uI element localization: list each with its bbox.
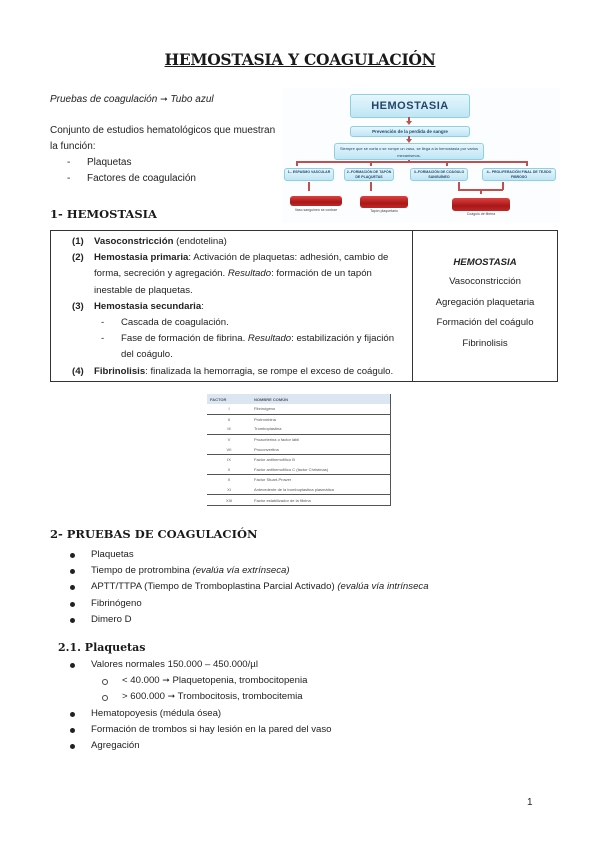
column-header-name: NOMBRE COMÚN xyxy=(251,394,391,404)
table-row: XI Antecedente de la tromboplastina plasmática xyxy=(227,487,334,493)
diagram-step-1: 1.- ESPASMO VASCULAR xyxy=(284,168,334,181)
list-item: Tiempo de protrombina (evalúa vía extrínseca) xyxy=(54,563,574,579)
table-row: VII Proconvertina xyxy=(226,446,279,452)
hemostasia-summary xyxy=(413,231,557,381)
diagram-box-prevention: Prevención de la perdida de sangre xyxy=(350,126,470,137)
arrow-right-icon: ➞ xyxy=(160,95,168,105)
hemostasia-details xyxy=(51,231,413,381)
list-item: Fibrinógeno xyxy=(54,596,574,612)
vessel-constricted xyxy=(290,196,342,206)
section-heading-pruebas: 2- PRUEBAS DE COAGULACIÓN xyxy=(50,527,258,541)
diagram-title-box: HEMOSTASIA xyxy=(350,94,470,118)
table-row: III Tromboplastina xyxy=(227,426,282,432)
caption-clot: Coágulo de fibrina xyxy=(466,212,496,216)
list-item: - Cascada de coagulación. xyxy=(69,315,408,331)
table-row: V Proacelerina o factor lábil xyxy=(207,434,391,444)
table-row: I Fibrinógeno xyxy=(228,406,276,412)
diagram-box-mechanisms: Siempre que se corta o se rompe un vaso, se llega a la hemostasia por varios mecanismos. xyxy=(334,143,484,160)
diagram-step-3: 3.-FORMACIÓN DE COÁGULO SANGUÍNEO xyxy=(410,168,468,181)
caption-plug: Tapón plaquetario xyxy=(370,209,398,213)
list-item: Valores normales 150.000 – 450.000/µl xyxy=(54,657,474,673)
intro-paragraph xyxy=(50,123,285,187)
hemostasia-table xyxy=(50,230,558,382)
subtitle-tube: Tubo azul xyxy=(170,94,214,105)
summary-item: Formación del coágulo xyxy=(436,317,534,328)
secondary-hemostasia-list xyxy=(69,315,408,364)
hemostasia-diagram xyxy=(282,88,560,223)
summary-item: Agregación plaquetaria xyxy=(435,296,535,308)
plaquetas-list xyxy=(54,657,474,754)
list-item: < 40.000 ➞ Plaquetopenia, trombocitopenia xyxy=(54,673,474,689)
list-item: - Factores de coagulación xyxy=(50,171,285,187)
column-header-factor: FACTOR xyxy=(207,394,251,404)
table-row: X Factor antihemofílico C (factor Christmas) xyxy=(227,466,329,472)
table-row: X Factor Stuart-Prower xyxy=(207,475,391,485)
summary-item: Fibrinolisis xyxy=(462,337,508,349)
list-item: Hematopoyesis (médula ósea) xyxy=(54,706,474,722)
hemostasia-item-2: (2) Hemostasia primaria: Activación de plaquetas: adhesión, cambio de forma, secreción y agregación. Resultado: formación de un tapón inestable de plaquetas. xyxy=(72,252,389,296)
hemostasia-item-1: (1) Vasoconstricción (endotelina) xyxy=(72,236,227,247)
vessel-fibrin-clot xyxy=(452,198,510,211)
list-item: Plaquetas xyxy=(54,547,574,563)
arrow-right-icon: ➞ xyxy=(167,692,176,703)
page-number: 1 xyxy=(527,797,533,808)
subtitle-text: Pruebas de coagulación xyxy=(50,94,158,105)
list-item: - Fase de formación de fibrina. Resultado: estabilización y fijación del coágulo. xyxy=(69,331,408,363)
summary-title: HEMOSTASIA xyxy=(453,257,517,268)
intro-list xyxy=(50,155,285,187)
list-item: - Plaquetas xyxy=(50,155,285,171)
pruebas-list xyxy=(54,547,574,628)
diagram-step-4: 4.- PROLIFERACIÓN FINAL DE TEJIDO FIBROSO xyxy=(482,168,556,181)
summary-item: Vasoconstricción xyxy=(449,276,521,287)
list-item: Dimero D xyxy=(54,612,574,628)
coagulation-factor-table xyxy=(207,394,391,506)
hemostasia-item-4: (4) Fibrinolisis: finalizada la hemorragia, se rompe el exceso de coágulo. xyxy=(72,365,394,377)
list-item: APTT/TTPA (Tiempo de Tromboplastina Parcial Activado) (evalúa vía intrínseca xyxy=(54,579,574,595)
caption-vessel: Vaso sanguíneo se contrae xyxy=(294,208,338,212)
document-title: HEMOSTASIA Y COAGULACIÓN xyxy=(164,50,436,69)
list-item: Formación de trombos si hay lesión en la pared del vaso xyxy=(54,722,474,738)
vessel-platelet-plug xyxy=(360,196,408,208)
list-item: > 600.000 ➞ Trombocitosis, trombocitemia xyxy=(54,689,474,705)
subsection-heading-plaquetas: 2.1. Plaquetas xyxy=(58,641,146,654)
subtitle-line xyxy=(50,92,214,108)
section-heading-hemostasia: 1- HEMOSTASIA xyxy=(50,207,157,221)
table-row: XIII Factor estabilizador de la fibrina xyxy=(207,495,391,506)
hemostasia-item-3: (3) Hemostasia secundaria: xyxy=(72,300,204,312)
table-row: IX Factor antihemofílico B xyxy=(207,454,391,464)
arrow-right-icon: ➞ xyxy=(162,676,170,687)
list-item: Agregación xyxy=(54,738,474,754)
intro-text: Conjunto de estudios hematológicos que muestran la función: xyxy=(50,125,276,152)
table-row: II Protrombina xyxy=(207,414,391,424)
diagram-step-2: 2.-FORMACIÓN DE TAPÓN DE PLAQUETAS xyxy=(344,168,394,181)
